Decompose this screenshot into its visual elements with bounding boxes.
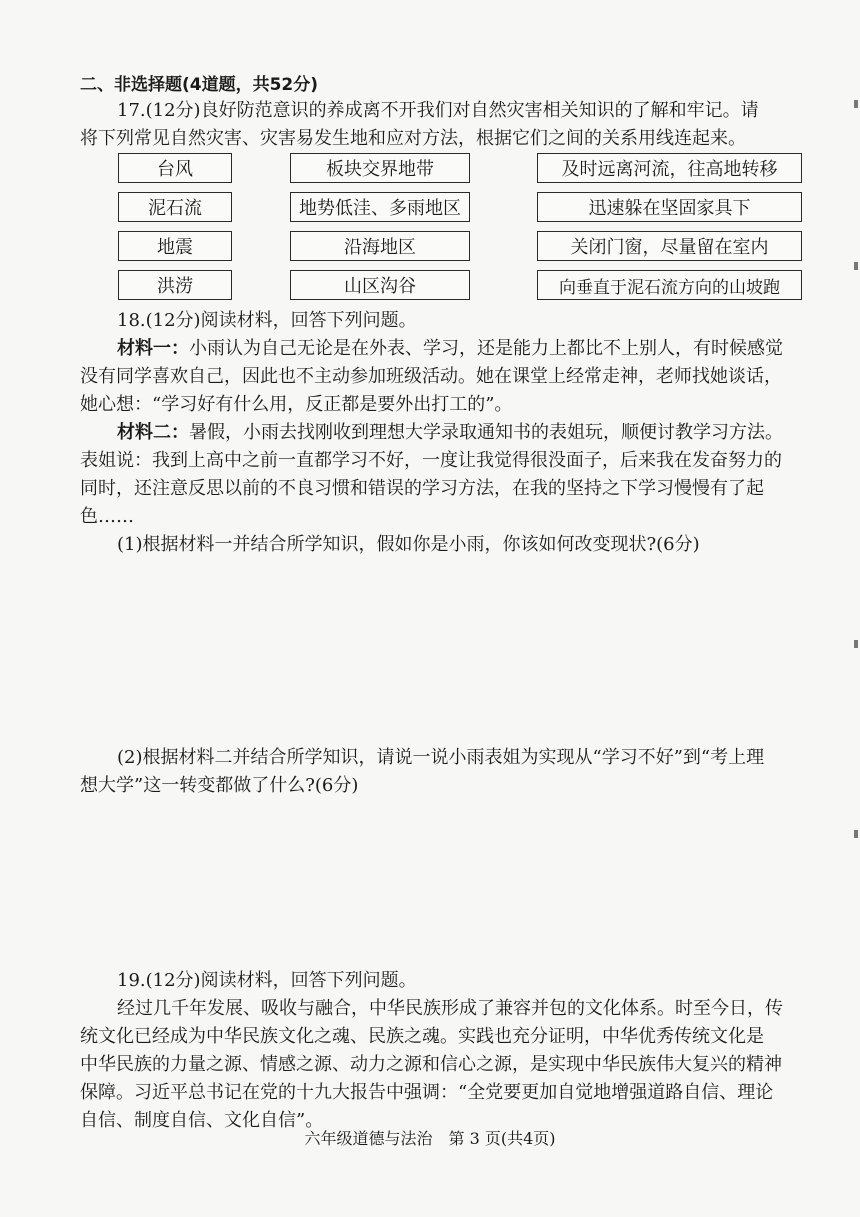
q17-line2: 将下列常见自然灾害、灾害易发生地和应对方法，根据它们之间的关系用线连起来。: [80, 128, 746, 149]
q19-line1: 经过几千年发展、吸收与融合，中华民族形成了兼容并包的文化体系。时至今日，传: [117, 998, 783, 1019]
q19-line5: 自信、制度自信、文化自信”。: [80, 1110, 324, 1131]
material1-text: 小雨认为自己无论是在外表、学习，还是能力上都比不上别人，有时候感觉: [189, 338, 783, 359]
page-footer: 六年级道德与法治 第 3 页(共4页): [304, 1129, 556, 1148]
q18-sub2-line1: (2)根据材料二并结合所学知识，请说一说小雨表姐为实现从“学习不好”到“考上理: [117, 747, 765, 768]
material2-text: 暑假，小雨去找刚收到理想大学录取通知书的表姐玩，顺便讨教学习方法。: [189, 422, 783, 443]
q18-sub2-line2: 想大学”这一转变都做了什么?(6分): [80, 775, 359, 796]
margin-mark: [854, 262, 858, 270]
disaster-box: 洪涝: [118, 270, 232, 300]
q18-material2-line2: 表姐说：我到上高中之前一直都学习不好，一度让我觉得很没面子，后来我在发奋努力的: [80, 450, 782, 471]
q18-material2-line3: 同时，还注意反思以前的不良习惯和错误的学习方法，在我的坚持之下学习慢慢有了起: [80, 478, 764, 499]
place-box: 板块交界地带: [290, 153, 470, 183]
q19-line3: 中华民族的力量之源、情感之源、动力之源和信心之源，是实现中华民族伟大复兴的精神: [80, 1054, 782, 1075]
method-box: 向垂直于泥石流方向的山坡跑: [537, 270, 802, 300]
q18-material2-line4: 色……: [80, 506, 134, 527]
method-box: 及时远离河流，往高地转移: [537, 153, 802, 183]
material1-label: 材料一：: [117, 338, 189, 359]
q17-line1: 17.(12分)良好防范意识的养成离不开我们对自然灾害相关知识的了解和牢记。请: [117, 100, 759, 121]
q18-sub1: (1)根据材料一并结合所学知识，假如你是小雨，你该如何改变现状?(6分): [117, 534, 700, 555]
disaster-box: 地震: [118, 231, 232, 261]
disaster-box: 台风: [118, 153, 232, 183]
place-box: 地势低洼、多雨地区: [290, 192, 470, 222]
q19-line2: 统文化已经成为中华民族文化之魂、民族之魂。实践也充分证明，中华优秀传统文化是: [80, 1026, 764, 1047]
q18-material2-line1: [117, 420, 810, 446]
section-title: 二、非选择题(4道题，共52分): [80, 75, 319, 95]
method-box: 迅速躲在坚固家具下: [537, 192, 802, 222]
margin-mark: [854, 640, 858, 648]
place-box: 山区沟谷: [290, 270, 470, 300]
margin-mark: [854, 830, 858, 838]
q19-line4: 保障。习近平总书记在党的十九大报告中强调：“全党要更加自觉地增强道路自信、理论: [80, 1082, 774, 1103]
q18-heading: 18.(12分)阅读材料，回答下列问题。: [117, 310, 417, 331]
q18-material1-line1: [117, 336, 810, 362]
disaster-box: 泥石流: [118, 192, 232, 222]
q18-material1-line3: 她心想：“学习好有什么用，反正都是要外出打工的”。: [80, 394, 513, 415]
place-box: 沿海地区: [290, 231, 470, 261]
material2-label: 材料二：: [117, 422, 189, 443]
method-box: 关闭门窗，尽量留在室内: [537, 231, 802, 261]
margin-mark: [854, 100, 858, 108]
q19-heading: 19.(12分)阅读材料，回答下列问题。: [117, 970, 417, 991]
q18-material1-line2: 没有同学喜欢自己，因此也不主动参加班级活动。她在课堂上经常走神，老师找她谈话，: [80, 366, 782, 387]
